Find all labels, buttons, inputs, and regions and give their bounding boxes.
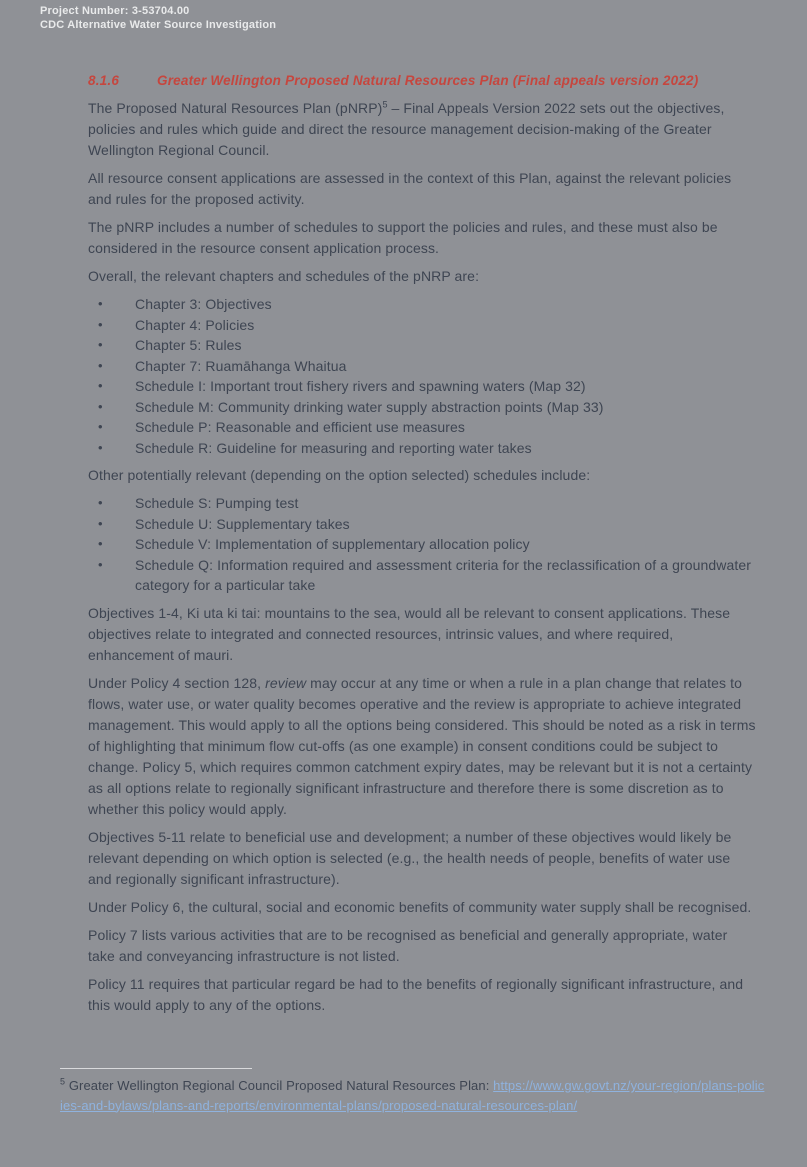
paragraph-pnrp-intro <box>88 98 756 161</box>
footnote-link[interactable]: https://www.gw.govt.nz/your-region/plans-policies-and-bylaws/plans-and-reports/environmental-plans/proposed-natural-resources-plan/ <box>60 1078 765 1113</box>
footnote-marker: 5 <box>60 1076 66 1087</box>
footnote-separator <box>60 1068 252 1069</box>
paragraph-objectives-1-4: Objectives 1-4, Ki uta ki tai: mountains to the sea, would all be relevant to consent applications. These objectives relate to integrated and connected resources, intrinsic values, and where required, enhancement of mauri. <box>88 604 731 663</box>
list-item: • Chapter 4: Policies <box>88 315 756 336</box>
chapters-schedules-list <box>88 294 756 458</box>
section-content <box>88 70 756 1023</box>
list-item: • Schedule I: Important trout fishery rivers and spawning waters (Map 32) <box>88 376 756 397</box>
page-header <box>40 4 276 32</box>
paragraph-text: may occur at any time or when a rule in a plan change that relates to flows, water use, or water quality becomes operative and the review is appropriate to achieve integrated management. This would apply to all the options being considered. This should be noted as a risk in terms of highlighting that minimum flow cut-offs (as one example) in consent conditions could be subject to change. Policy 5, which requires common catchment expiry dates, may be relevant but it is not a certainty as all options relate to regionally significant infrastructure and therefore there is some discretion as to whether this policy would apply. <box>88 674 756 817</box>
paragraph-text: The Proposed Natural Resources Plan (pNRP) <box>88 100 383 116</box>
footnote-area <box>60 1068 766 1115</box>
paragraph-policy-4 <box>88 673 756 820</box>
list-item: • Chapter 3: Objectives <box>88 294 756 315</box>
list-item: • Schedule S: Pumping test <box>88 493 756 514</box>
list-item: • Chapter 5: Rules <box>88 335 756 356</box>
list-item: • Schedule Q: Information required and assessment criteria for the reclassification of a groundwater category for a particular take <box>88 555 756 596</box>
footnote-text <box>60 1076 766 1115</box>
list-item: • Schedule V: Implementation of supplementary allocation policy <box>88 534 756 555</box>
list-item: • Chapter 7: Ruamāhanga Whaitua <box>88 356 756 377</box>
footnote-reference: 5 <box>382 99 388 110</box>
section-number: 8.1.6 <box>88 73 120 88</box>
paragraph-objectives-5-11: Objectives 5-11 relate to beneficial use and development; a number of these objectives would likely be relevant depending on which option is selected (e.g., the health needs of people, benefits of water use and regionally significant infrastructure). <box>88 828 732 887</box>
project-number: Project Number: 3-53704.00 <box>40 5 190 17</box>
list-item: • Schedule U: Supplementary takes <box>88 514 756 535</box>
emphasized-text: review <box>265 674 307 691</box>
footnote-citation: Greater Wellington Regional Council Proposed Natural Resources Plan: <box>65 1078 494 1093</box>
other-schedules-list <box>88 493 756 596</box>
list-item: • Schedule R: Guideline for measuring and reporting water takes <box>88 438 756 459</box>
paragraph-schedules-support: The pNRP includes a number of schedules to support the policies and rules, and these must also be considered in the resource consent application process. <box>88 219 718 256</box>
paragraph-policy-7: Policy 7 lists various activities that are to be recognised as beneficial and generally appropriate, water take and conveyancing infrastructure is not listed. <box>88 926 728 964</box>
list-item: • Schedule M: Community drinking water supply abstraction points (Map 33) <box>88 397 756 418</box>
section-heading <box>88 70 756 91</box>
paragraph-relevant-chapters-lead: Overall, the relevant chapters and schedules of the pNRP are: <box>88 268 480 284</box>
paragraph-text: – Final Appeals Version 2022 sets out the objectives, policies and rules which guide and direct the resource management decision-making of the Greater Wellington Regional Council. <box>88 100 725 158</box>
paragraph-consent-applications: All resource consent applications are assessed in the context of this Plan, against the relevant policies and rules for the proposed activity. <box>88 170 732 207</box>
paragraph-text: Under Policy 4 section 128, <box>88 674 266 691</box>
section-title: Greater Wellington Proposed Natural Resources Plan (Final appeals version 2022) <box>157 73 699 88</box>
list-item: • Schedule P: Reasonable and efficient use measures <box>88 417 756 438</box>
paragraph-policy-6: Under Policy 6, the cultural, social and economic benefits of community water supply shall be recognised. <box>88 898 752 915</box>
report-title: CDC Alternative Water Source Investigation <box>40 19 277 31</box>
paragraph-policy-11: Policy 11 requires that particular regard be had to the benefits of regionally significant infrastructure, and this would apply to any of the options. <box>88 975 744 1013</box>
paragraph-other-schedules-lead: Other potentially relevant (depending on the option selected) schedules include: <box>88 467 591 483</box>
